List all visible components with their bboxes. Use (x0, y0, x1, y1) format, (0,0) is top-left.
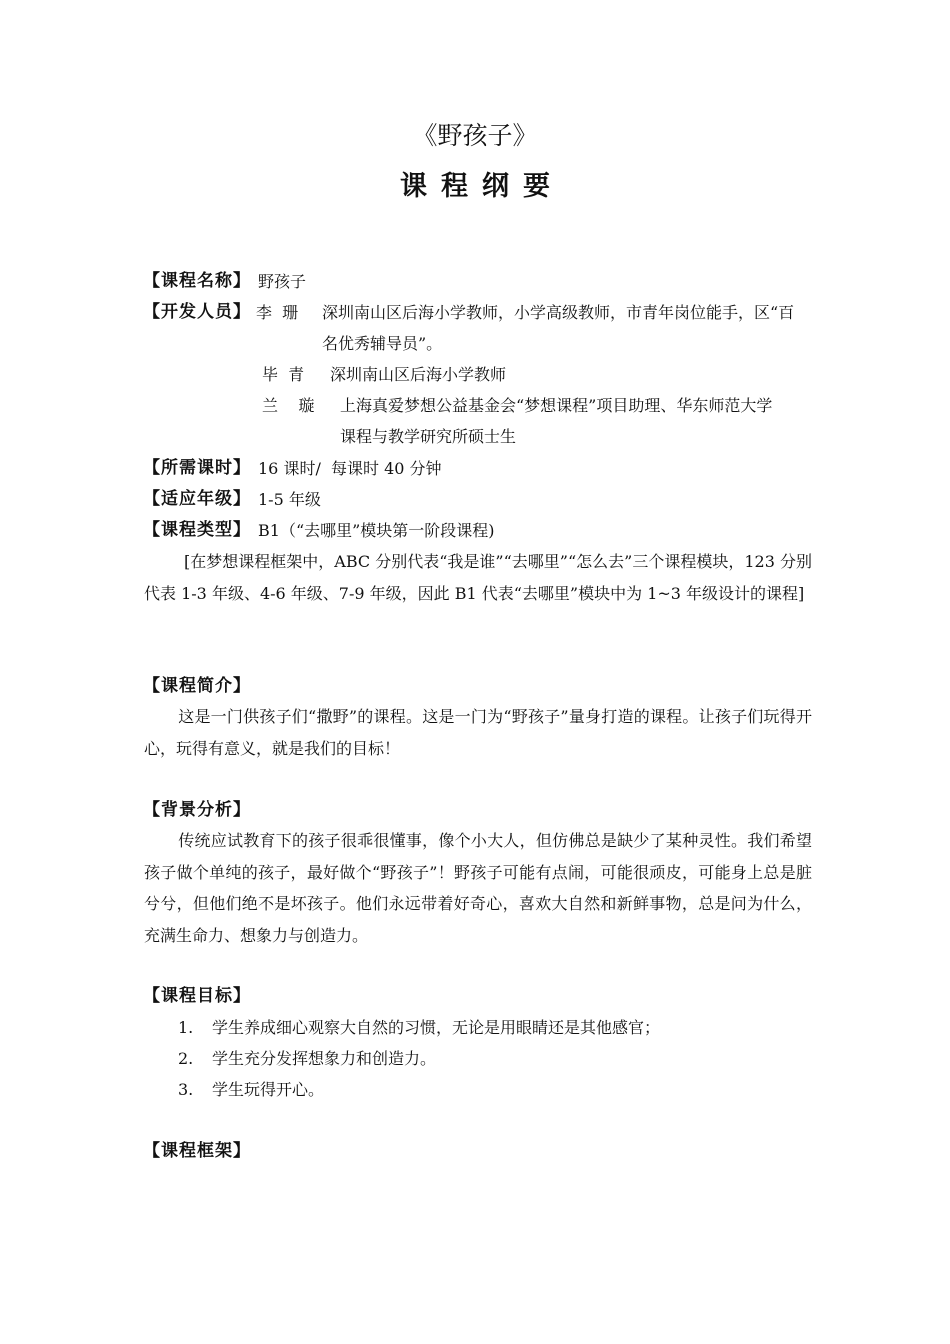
developer-1-name: 李 珊 (256, 303, 299, 322)
goal-item: 学生充分发挥想象力和创造力。 (212, 1049, 437, 1068)
course-name-value: 野孩子 (258, 272, 307, 291)
goal-number: 2. (178, 1049, 194, 1068)
developer-1-desc-line2: 名优秀辅导员”。 (322, 334, 443, 353)
course-type-note: [在梦想课程框架中，ABC 分别代表“我是谁”“去哪里”“怎么去”三个课程模块，123 分别代表 1-3 年级、4-6 年级、7-9 年级，因此 B1 代表“去哪里”模块中为 1~3 年级设计的课程] (144, 552, 812, 603)
hours-value: 16 课时/ 每课时 40 分钟 (258, 459, 442, 478)
goal-number: 1. (178, 1018, 194, 1037)
developer-3-name: 兰 璇 (262, 396, 315, 415)
framework-heading: 【课程框架】 (143, 1141, 251, 1161)
hours-label: 【所需课时】 (143, 458, 251, 478)
grade-label: 【适应年级】 (143, 489, 251, 509)
developer-3-desc-line2: 课程与教学研究所硕士生 (340, 427, 517, 446)
developer-2-desc: 深圳南山区后海小学教师 (330, 365, 507, 384)
course-type-value: B1（“去哪里”模块第一阶段课程) (258, 521, 495, 540)
grade-value: 1-5 年级 (258, 490, 321, 509)
developer-3-desc-line1: 上海真爱梦想公益基金会“梦想课程”项目助理、华东师范大学 (340, 396, 773, 415)
course-type-label: 【课程类型】 (143, 520, 251, 540)
intro-heading: 【课程简介】 (143, 676, 251, 696)
goals-heading: 【课程目标】 (143, 986, 251, 1006)
goal-item: 学生养成细心观察大自然的习惯，无论是用眼睛还是其他感官； (212, 1018, 661, 1037)
intro-paragraph: 这是一门供孩子们“撒野”的课程。这是一门为“野孩子”量身打造的课程。让孩子们玩得开心，玩得有意义，就是我们的目标！ (144, 707, 812, 758)
goal-number: 3. (178, 1080, 194, 1099)
background-paragraph: 传统应试教育下的孩子很乖很懂事，像个小大人，但仿佛总是缺少了某种灵性。我们希望孩子做个单纯的孩子，最好做个“野孩子”！野孩子可能有点闹，可能很顽皮，可能身上总是脏兮兮，但他们绝不是坏孩子。他们永远带着好奇心，喜欢大自然和新鲜事物，总是问为什么，充满生命力、想象力与创造力。 (144, 831, 812, 945)
document-subtitle: 课程纲要 (400, 171, 564, 202)
developer-2-name: 毕 青 (262, 365, 305, 384)
background-heading: 【背景分析】 (143, 800, 251, 820)
developer-1-desc-line1: 深圳南山区后海小学教师，小学高级教师，市青年岗位能手，区“百 (322, 303, 795, 322)
course-name-label: 【课程名称】 (143, 271, 251, 291)
goal-item: 学生玩得开心。 (212, 1080, 325, 1099)
developers-label: 【开发人员】 (143, 302, 251, 322)
document-title: 《野孩子》 (412, 121, 538, 150)
